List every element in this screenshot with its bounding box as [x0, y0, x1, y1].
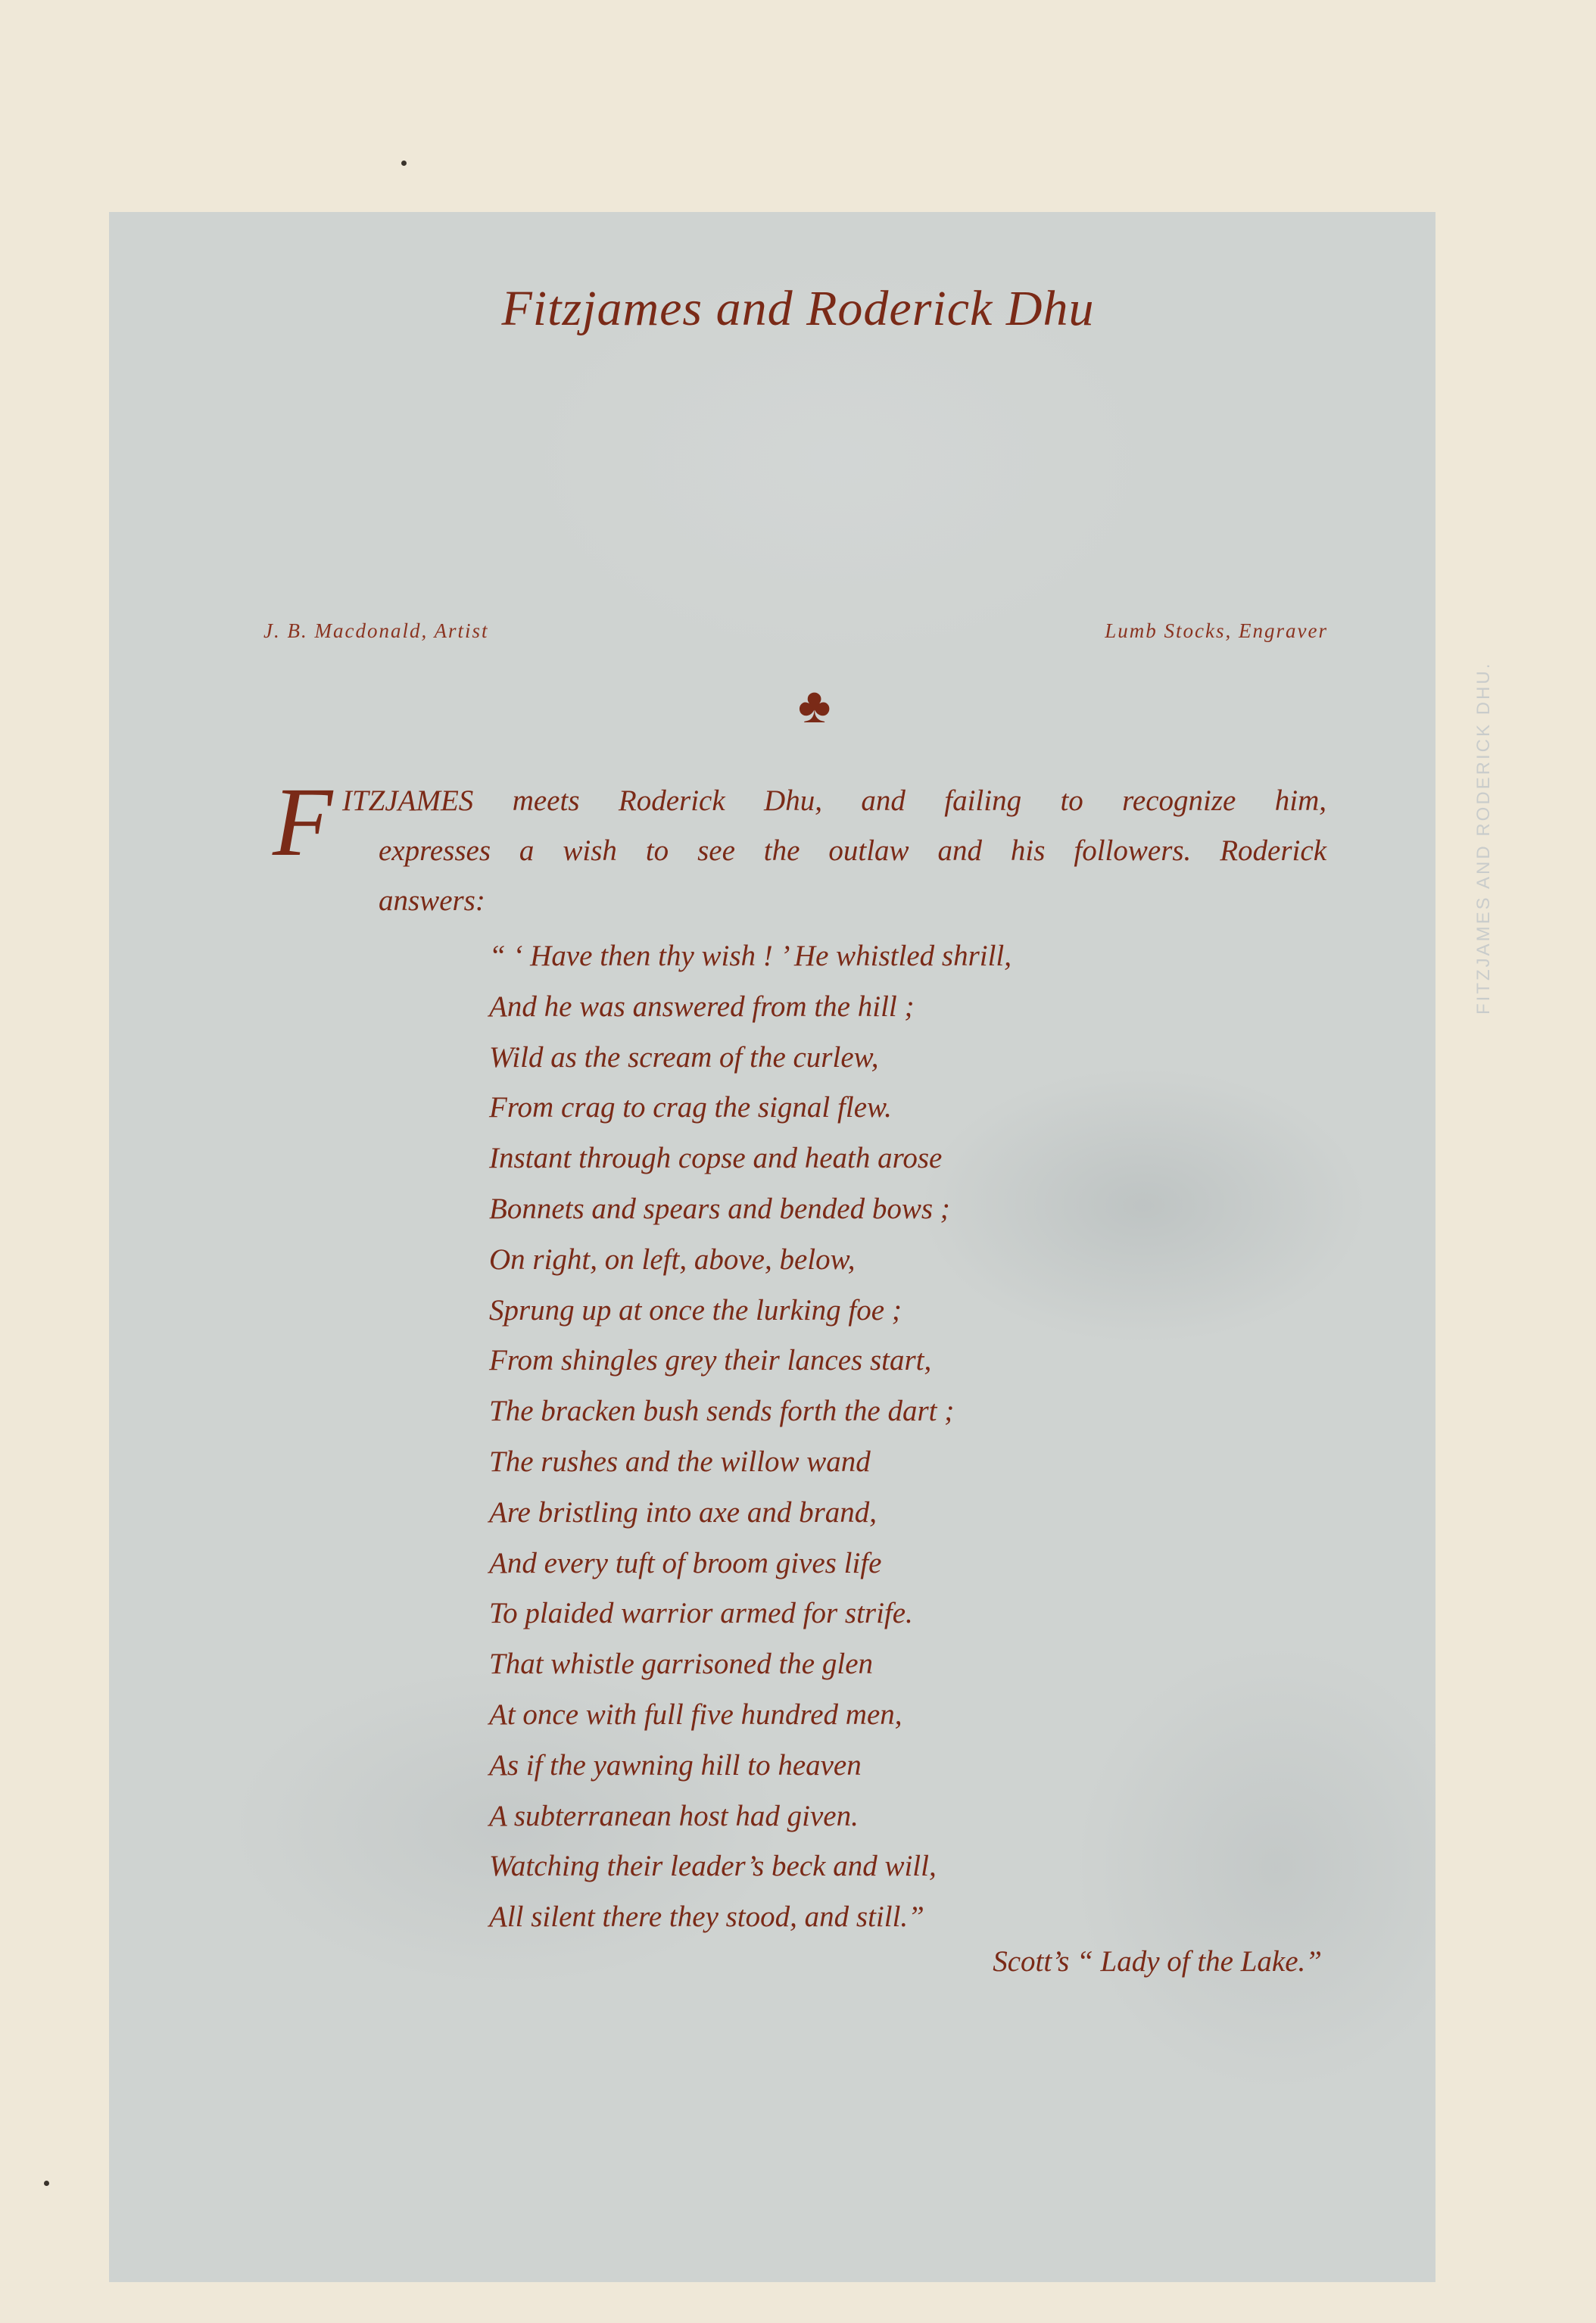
poem-line: And he was answered from the hill ;	[489, 990, 915, 1023]
poem-stanza	[489, 931, 1012, 1943]
engraver-credit: Lumb Stocks, Engraver	[1105, 619, 1328, 642]
poem-line: At once with full five hundred men,	[489, 1698, 902, 1731]
poem-line: To plaided warrior armed for strife.	[489, 1597, 913, 1630]
poem-line: All silent there they stood, and still.”	[489, 1900, 924, 1934]
intro-line: answers:	[379, 884, 485, 917]
poem-line: From crag to crag the signal flew.	[489, 1091, 892, 1124]
poem-line: Watching their leader’s beck and will,	[489, 1850, 937, 1883]
poem-line: The bracken bush sends forth the dart ;	[489, 1395, 955, 1428]
intro-paragraph	[273, 768, 1326, 926]
poem-line: A subterranean host had given.	[489, 1799, 859, 1832]
drop-cap: F	[273, 768, 333, 877]
poem-line: Sprung up at once the lurking foe ;	[489, 1293, 902, 1327]
page-title: Fitzjames and Roderick Dhu	[501, 281, 1095, 336]
paper-speck	[401, 161, 407, 166]
poem-line: As if the yawning hill to heaven	[489, 1748, 862, 1782]
poem-line: Wild as the scream of the curlew,	[489, 1040, 879, 1074]
intro-line: expresses a wish to see the outlaw and his followers. Roderick	[379, 834, 1326, 867]
club-ornament-icon: ♣	[798, 678, 831, 734]
intro-line: ITZJAMES meets Roderick Dhu, and failing to recognize him,	[342, 784, 1326, 817]
poem-line: The rushes and the willow wand	[489, 1445, 871, 1478]
poem-line: That whistle garrisoned the glen	[489, 1648, 873, 1681]
poem-line: “ ‘ Have then thy wish ! ’ He whistled shrill,	[489, 940, 1012, 972]
poem-line: And every tuft of broom gives life	[489, 1546, 882, 1579]
poem-line: Instant through copse and heath arose	[489, 1142, 943, 1175]
paper-speck	[44, 2181, 49, 2186]
poem-line: Are bristling into axe and brand,	[489, 1495, 877, 1529]
poem-line: Bonnets and spears and bended bows ;	[489, 1192, 950, 1225]
artist-credit: J. B. Macdonald, Artist	[263, 619, 489, 642]
poem-attribution: Scott’s “ Lady of the Lake.”	[993, 1945, 1322, 1978]
side-caption: FITZJAMES AND RODERICK DHU.	[1473, 661, 1494, 1015]
poem-line: From shingles grey their lances start,	[489, 1344, 932, 1377]
poem-line: On right, on left, above, below,	[489, 1243, 856, 1276]
